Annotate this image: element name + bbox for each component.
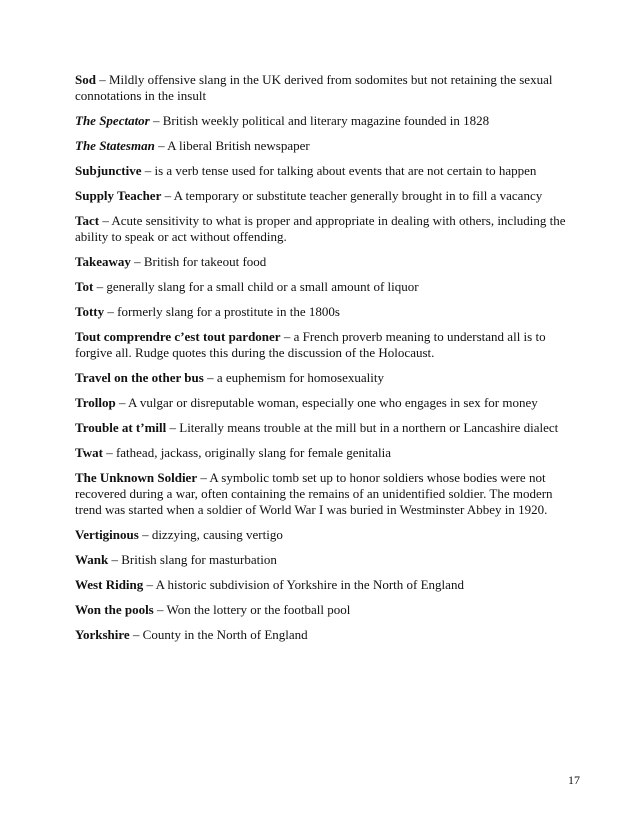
glossary-term: Trollop [75,395,116,410]
glossary-term: Supply Teacher [75,188,162,203]
term-separator: – [138,527,152,542]
glossary-term: Tot [75,279,94,294]
glossary-term: Wank [75,552,109,567]
term-separator: – [197,470,210,485]
term-separator: – [104,304,118,319]
term-separator: – [143,577,156,592]
glossary-term: Won the pools [75,602,154,617]
glossary-term: Travel on the other bus [75,370,204,385]
term-separator: – [149,113,163,128]
glossary-term: Yorkshire [75,627,130,642]
glossary-definition: Mildly offensive slang in the UK derived from sodomites but not retaining the sexual connotations in the insult [75,72,553,103]
glossary-definition: is a verb tense used for talking about events that are not certain to happen [154,163,537,178]
glossary-definition: County in the North of England [142,627,308,642]
glossary-definition: A vulgar or disreputable woman, especially one who engages in sex for money [128,395,538,410]
glossary-term: Vertiginous [75,527,139,542]
term-separator: – [102,445,116,460]
glossary-entry-travel-on-the-other-bus [75,370,575,386]
glossary-term: Tout comprendre c’est tout pardoner [75,329,281,344]
glossary-entry-wank [75,552,575,568]
glossary-definition: Acute sensitivity to what is proper and appropriate in dealing with others, including the ability to speak or act without offending. [75,213,566,244]
glossary-definition: A symbolic tomb set up to honor soldiers whose bodies were not recovered during a war, often containing the remains of an unidentified soldier. The modern trend was started when a soldier of World War I was buried in Westminster Abbey in 1920. [75,470,553,517]
term-separator: – [141,163,155,178]
glossary-definition: dizzying, causing vertigo [151,527,283,542]
glossary-definition: Won the lottery or the football pool [166,602,351,617]
term-separator: – [280,329,294,344]
glossary-entry-subjunctive [75,163,575,179]
glossary-definition: formerly slang for a prostitute in the 1800s [117,304,340,319]
glossary-entry-sod [75,72,575,104]
glossary-definition: generally slang for a small child or a small amount of liquor [106,279,419,294]
term-separator: – [95,72,109,87]
term-separator: – [99,213,112,228]
term-separator: – [129,627,143,642]
glossary-term: West Riding [75,577,144,592]
glossary-definition: A liberal British newspaper [167,138,310,153]
glossary-term: The Unknown Soldier [75,470,198,485]
glossary-entry-the-statesman [75,138,575,154]
glossary-list [75,72,575,652]
term-separator: – [108,552,122,567]
glossary-entry-tot [75,279,575,295]
glossary-term: Sod [75,72,96,87]
glossary-entry-west-riding [75,577,575,593]
term-separator: – [161,188,174,203]
glossary-term: Tact [75,213,100,228]
glossary-entry-the-unknown-soldier [75,470,575,518]
term-separator: – [154,138,168,153]
glossary-entry-won-the-pools [75,602,575,618]
glossary-term: Takeaway [75,254,131,269]
glossary-entry-trouble-at-tmill [75,420,575,436]
glossary-definition: A historic subdivision of Yorkshire in the North of England [155,577,464,592]
glossary-entry-tout-comprendre [75,329,575,361]
term-separator: – [153,602,167,617]
glossary-definition: fathead, jackass, originally slang for female genitalia [115,445,391,460]
glossary-definition: British slang for masturbation [121,552,277,567]
glossary-entry-takeaway [75,254,575,270]
term-separator: – [130,254,144,269]
glossary-definition: a French proverb meaning to understand all is to forgive all. Rudge quotes this during the discussion of the Holocaust. [75,329,546,360]
glossary-term: Subjunctive [75,163,142,178]
glossary-definition: A temporary or substitute teacher generally brought in to fill a vacancy [173,188,543,203]
glossary-entry-supply-teacher [75,188,575,204]
glossary-term: The Statesman [75,138,155,153]
glossary-entry-yorkshire [75,627,575,643]
glossary-entry-the-spectator [75,113,575,129]
glossary-term: Twat [75,445,103,460]
term-separator: – [166,420,180,435]
term-separator: – [93,279,107,294]
glossary-entry-vertiginous [75,527,575,543]
glossary-entry-totty [75,304,575,320]
term-separator: – [203,370,217,385]
glossary-definition: Literally means trouble at the mill but in a northern or Lancashire dialect [179,420,559,435]
glossary-entry-tact [75,213,575,245]
term-separator: – [115,395,128,410]
glossary-term: Trouble at t’mill [75,420,167,435]
glossary-term: The Spectator [75,113,150,128]
glossary-entry-twat [75,445,575,461]
page-number: 17 [568,773,580,787]
glossary-definition: British weekly political and literary magazine founded in 1828 [162,113,490,128]
glossary-definition: British for takeout food [143,254,267,269]
glossary-definition: a euphemism for homosexuality [216,370,384,385]
glossary-term: Totty [75,304,105,319]
glossary-entry-trollop [75,395,575,411]
